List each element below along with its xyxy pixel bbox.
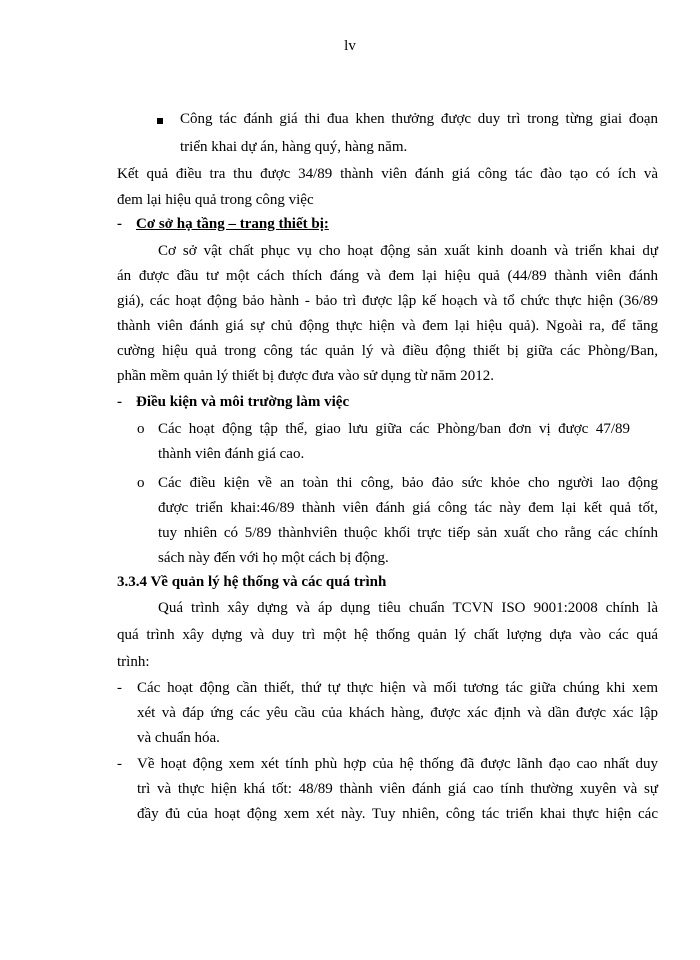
list-item-line: Các điều kiện về an toàn thi công, bảo đảo sức khỏe cho người lao động	[158, 475, 658, 491]
paragraph-line: Cơ sở vật chất phục vụ cho hoạt động sản xuất kinh doanh và triển khai dự	[158, 243, 658, 259]
list-item-line: Về hoạt động xem xét tính phù hợp của hệ thống đã được lãnh đạo cao nhất duy	[137, 756, 658, 772]
section-dash: -	[117, 216, 122, 232]
paragraph-line: thành viên đánh giá sự chủ động thực hiện và đem lại hiệu quả). Ngoài ra, để tăng	[117, 318, 658, 334]
section-heading: Cơ sở hạ tầng – trang thiết bị:	[136, 216, 329, 232]
section-heading: 3.3.4 Về quản lý hệ thống và các quá trình	[117, 574, 387, 590]
list-item-line: thành viên đánh giá cao.	[158, 446, 305, 462]
list-item-line: Các hoạt động tập thể, giao lưu giữa các Phòng/ban đơn vị được 47/89	[158, 421, 630, 437]
dash-bullet: -	[117, 756, 122, 772]
list-item-line: trì và thực hiện khá tốt: 48/89 thành viên đánh giá cao tính thường xuyên và sự	[137, 781, 658, 797]
paragraph-line: quá trình xây dựng và duy trì một hệ thống quản lý chất lượng dựa vào các quá	[117, 627, 658, 643]
page-number: lv	[344, 38, 356, 54]
dash-bullet: -	[117, 680, 122, 696]
list-item-line: xét và đáp ứng các yêu cầu của khách hàng, được xác định và dần được xác lập	[137, 705, 658, 721]
paragraph-line: phần mềm quản lý thiết bị được đưa vào sử dụng từ năm 2012.	[117, 368, 495, 384]
section-dash: -	[117, 394, 122, 410]
circle-bullet-icon: o	[137, 475, 145, 491]
result-line: đem lại hiệu quả trong công việc	[117, 192, 314, 208]
result-line: Kết quả điều tra thu được 34/89 thành viên đánh giá công tác đào tạo có ích và	[117, 166, 658, 182]
bullet-line: Công tác đánh giá thi đua khen thưởng được duy trì trong từng giai đoạn	[180, 111, 658, 127]
list-item-line: và chuẩn hóa.	[137, 730, 220, 746]
bullet-line: triển khai dự án, hàng quý, hàng năm.	[180, 139, 408, 155]
circle-bullet-icon: o	[137, 421, 145, 437]
paragraph-line: án được đầu tư một cách thích đáng và đem lại hiệu quả (44/89 thành viên đánh	[117, 268, 658, 284]
paragraph-line: giá), các hoạt động bảo hành - bảo trì được lập kế hoạch và tổ chức thực hiện (36/89	[117, 293, 658, 309]
list-item-line: Các hoạt động cần thiết, thứ tự thực hiện và mối tương tác giữa chúng khi xem	[137, 680, 658, 696]
list-item-line: tuy nhiên có 5/89 thànhviên thuộc khối trực tiếp sản xuất cho rằng các chính	[158, 525, 658, 541]
paragraph-line: trình:	[117, 654, 150, 670]
paragraph-line: Quá trình xây dựng và áp dụng tiêu chuẩn TCVN ISO 9001:2008 chính là	[158, 600, 658, 616]
list-item-line: đầy đủ của hoạt động xem xét này. Tuy nhiên, công tác triển khai thực hiện các	[137, 806, 658, 822]
square-bullet-icon	[157, 110, 163, 130]
list-item-line: sách này đến với họ một cách bị động.	[158, 550, 389, 566]
list-item-line: được triển khai:46/89 thành viên đánh giá công tác này đem lại kết quả tốt,	[158, 500, 658, 516]
section-heading: Điều kiện và môi trường làm việc	[136, 394, 350, 410]
paragraph-line: cường hiệu quả trong công tác quản lý và điều động thiết bị giữa các Phòng/Ban,	[117, 343, 658, 359]
